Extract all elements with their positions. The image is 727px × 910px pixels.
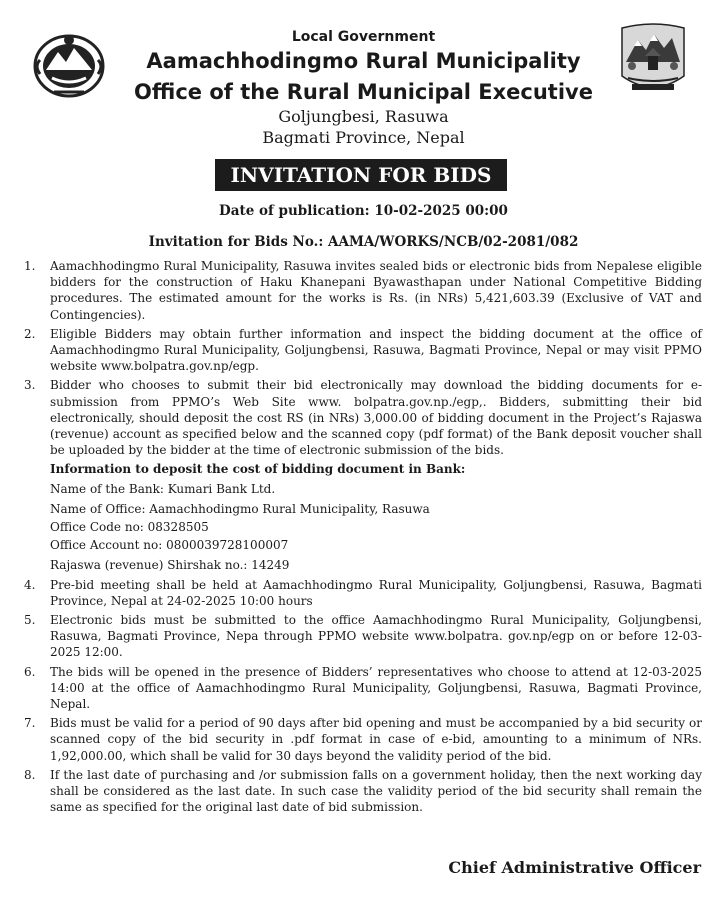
item-text: Bidder who chooses to submit their bid electronically may download the bidding documents for e-submission from PPMO’s Web Site www. bolpatra.gov.np./egp,. Bidders, submitting their bid electronically, should deposit the cost RS (in NRs) 3,000.00 of bidding document in the Project’s Rajaswa (revenue) account as specified below and the scanned copy (pdf format) of the Bank deposit voucher shall be uploaded by the bidder at the time of electronic submission of the bids. xyxy=(50,378,702,458)
list-item xyxy=(24,577,702,609)
list-item xyxy=(24,612,702,661)
list-item xyxy=(24,715,702,764)
list-item xyxy=(24,258,702,323)
bid-number: Invitation for Bids No.: AAMA/WORKS/NCB/02-2081/082 xyxy=(148,234,579,250)
local-government-label: Local Government xyxy=(291,29,436,45)
list-item xyxy=(24,767,702,816)
office-code: Office Code no: 08328505 xyxy=(50,520,209,535)
item-number: 1. xyxy=(24,259,36,273)
item-text: If the last date of purchasing and /or submission falls on a government holiday, then the next working day shall be considered as the last date. In such case the validity period of the bid security shall remain the same as specified for the original last date of bid submission. xyxy=(50,767,702,815)
office-account: Office Account no: 0800039728100007 xyxy=(50,538,289,553)
item-text: The bids will be opened in the presence of Bidders’ representatives who choose to attend at 12-03-2025 14:00 at the office of Aamachhodingmo Rural Municipality, Goljungbensi, Rasuwa, Bagmati Province, Nepal. xyxy=(50,664,702,712)
item-number: 4. xyxy=(24,577,36,592)
list-item xyxy=(24,377,702,458)
item-text: Bids must be valid for a period of 90 days after bid opening and must be accompanied by a bid security or scanned copy of the bid security in .pdf format in case of e-bid, amounting to a minimum of NRs. 1,92,000.00, which shall be valid for 30 days beyond the validity period of the bid. xyxy=(50,716,702,763)
item-number: 5. xyxy=(24,613,36,628)
bid-terms-list xyxy=(24,258,702,819)
revenue-shirshak: Rajaswa (revenue) Shirshak no.: 14249 xyxy=(50,558,290,573)
list-item xyxy=(24,326,702,375)
item-text: Pre-bid meeting shall be held at Aamachhodingmo Rural Municipality, Goljungbensi, Rasuwa, Bagmati Province, Nepal at 24-02-2025 10:00 hours xyxy=(50,577,702,608)
item-text: Eligible Bidders may obtain further information and inspect the bidding document at the office of Aamachhodingmo Rural Municipality, Goljungbensi, Rasuwa, Bagmati Province, Nepal or may visit PPMO website www.bolpatra.gov.np/egp. xyxy=(50,326,702,374)
location-line-1: Goljungbesi, Rasuwa xyxy=(278,107,449,126)
bank-deposit-info xyxy=(24,461,702,573)
item-number: 2. xyxy=(24,326,36,341)
item-text: Aamachhodingmo Rural Municipality, Rasuwa invites sealed bids or electronic bids from Nepalese eligible bidders for the construction of Haku Khanepani Byawasthapan under National Competitive Bidding procedures. The estimated amount for the works is Rs. (in NRs) 5,421,603.39 (Exclusive of VAT and Contingencies). xyxy=(50,259,702,322)
list-item xyxy=(24,664,702,713)
signature-title: Chief Administrative Officer xyxy=(448,858,701,877)
office-name-line: Name of Office: Aamachhodingmo Rural Municipality, Rasuwa xyxy=(50,501,430,516)
bank-name: Name of the Bank: Kumari Bank Ltd. xyxy=(50,481,276,496)
bank-info-heading: Information to deposit the cost of bidding document in Bank: xyxy=(50,462,466,477)
location-line-2: Bagmati Province, Nepal xyxy=(262,128,465,147)
notice-header xyxy=(0,0,727,178)
item-text: Electronic bids must be submitted to the office Aamachhodingmo Rural Municipality, Goljungbensi, Rasuwa, Bagmati Province, Nepa through PPMO website www.bolpatra. gov.np/egp on or before 12-03-2025 12:00. xyxy=(50,613,702,660)
municipality-name: Aamachhodingmo Rural Municipality xyxy=(146,49,581,73)
municipality-logo-icon xyxy=(618,22,688,98)
item-number: 7. xyxy=(24,716,36,731)
item-number: 8. xyxy=(24,767,36,782)
publication-date: Date of publication: 10-02-2025 00:00 xyxy=(219,203,508,219)
item-number: 6. xyxy=(24,664,36,679)
office-name: Office of the Rural Municipal Executive xyxy=(134,80,593,104)
item-number: 3. xyxy=(24,378,36,393)
invitation-banner: INVITATION FOR BIDS xyxy=(215,159,507,191)
